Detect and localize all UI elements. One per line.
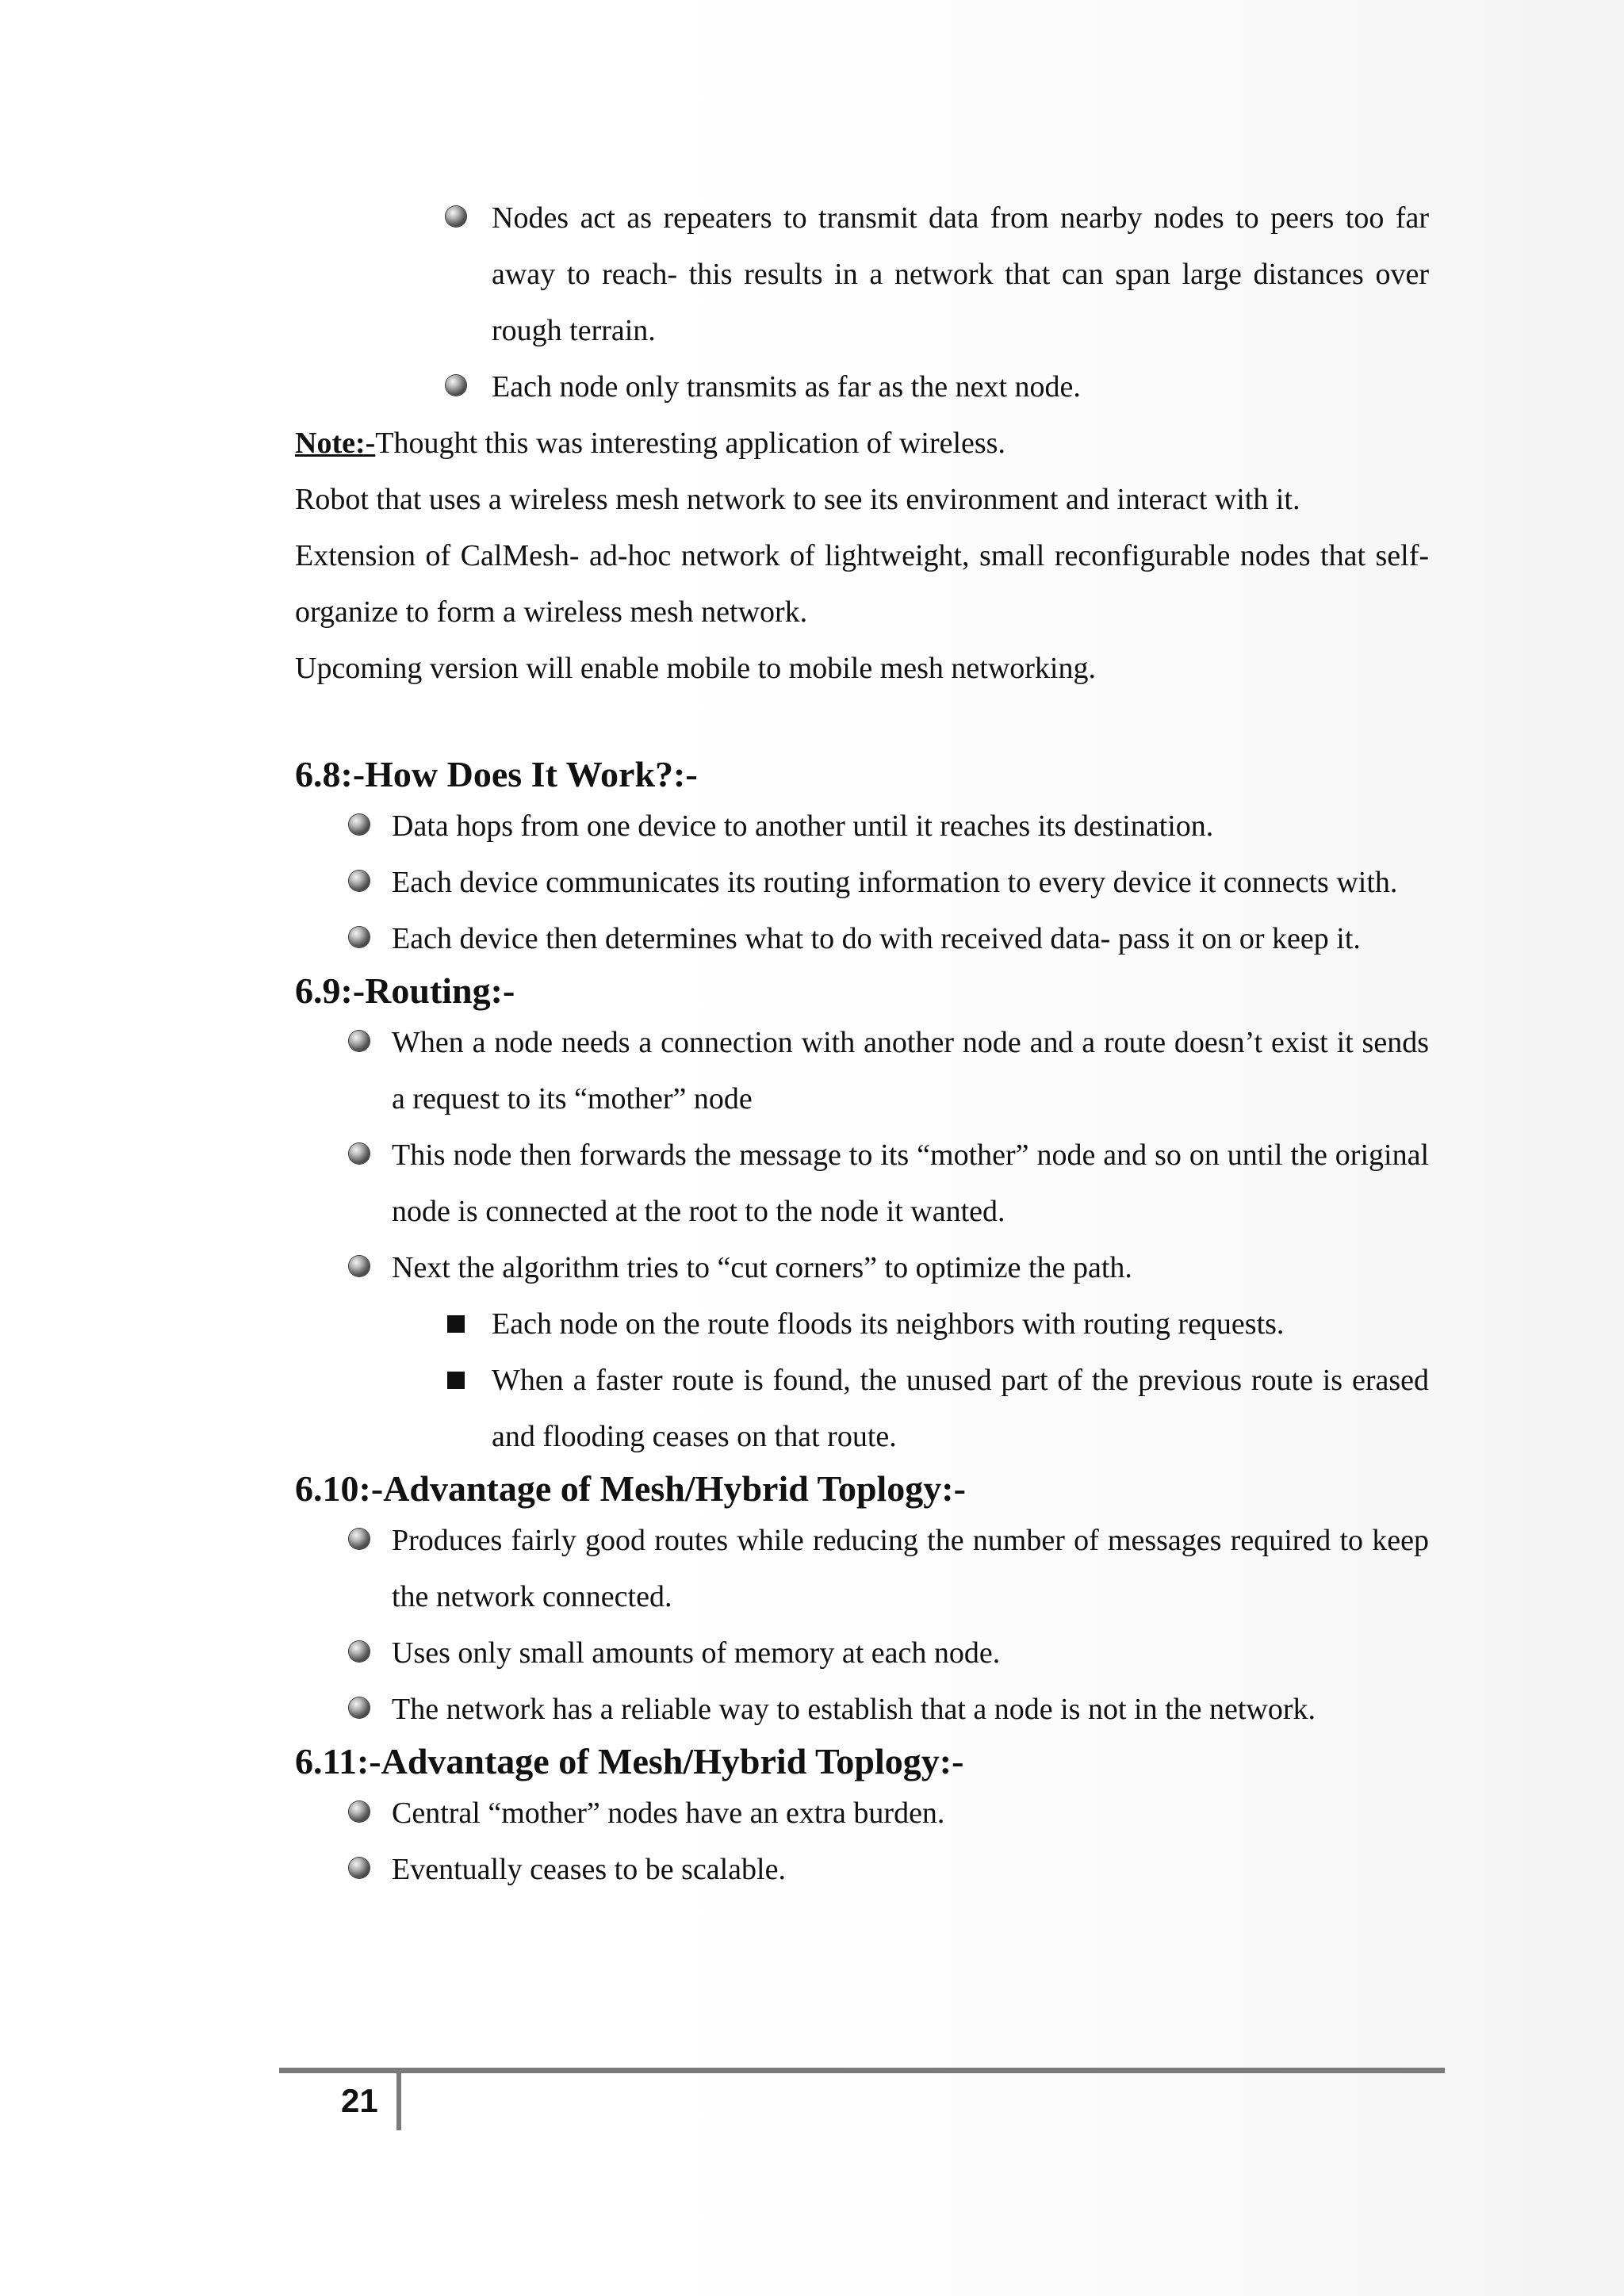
round-bullet-icon [349,1697,370,1718]
round-bullet-icon [349,871,370,891]
section-heading-6-11: 6.11:-Advantage of Mesh/Hybrid Toplogy:- [295,1741,964,1781]
section-heading-6-8: 6.8:-How Does It Work?:- [295,754,698,794]
bullet-text: This node then forwards the message to its “mother” node and so on until the original node is connected at the root to the node it wanted. [392,1138,1429,1228]
bullet-item [295,798,1429,855]
note-paragraph [295,415,1429,472]
bullet-text: Each device then determines what to do with received data- pass it on or keep it. [392,922,1361,955]
round-bullet-icon [349,1641,370,1662]
bullet-item [295,359,1429,415]
sub-bullet-text: When a faster route is found, the unused part of the previous route is erased and flooding ceases on that route. [492,1364,1429,1453]
page-content [295,190,1429,1898]
sub-bullet-text: Each node on the route floods its neighbors with routing requests. [492,1307,1285,1341]
note-text: Thought this was interesting application of wireless. [375,427,1005,460]
bullet-item [295,1682,1429,1738]
bullet-text: Each node only transmits as far as the next node. [492,370,1081,404]
bullet-item [295,1625,1429,1682]
body-paragraph: Extension of CalMesh- ad-hoc network of lightweight, small reconfigurable nodes that self-organize to form a wireless mesh network. [295,539,1429,629]
body-paragraph: Upcoming version will enable mobile to mobile mesh networking. [295,652,1096,685]
section-heading-6-9: 6.9:-Routing:- [295,970,515,1011]
round-bullet-icon [349,1256,370,1276]
round-bullet-icon [349,1801,370,1822]
bullet-text: Uses only small amounts of memory at each node. [392,1636,1001,1670]
bullet-text: The network has a reliable way to establish that a node is not in the network. [392,1693,1316,1726]
bullet-item [295,190,1429,359]
square-bullet-icon [447,1372,465,1389]
sub-bullet-item [295,1296,1429,1353]
bullet-text: Data hops from one device to another until it reaches its destination. [392,809,1214,843]
bullet-text: Each device communicates its routing information to every device it connects with. [392,866,1398,899]
round-bullet-icon [446,375,466,396]
round-bullet-icon [349,1529,370,1549]
round-bullet-icon [446,206,466,227]
bullet-item [295,911,1429,967]
sub-bullet-item [295,1353,1429,1465]
bullet-text: Produces fairly good routes while reducing the number of messages required to keep the network connected. [392,1524,1429,1613]
footer-divider [279,2068,1445,2073]
bullet-text: Nodes act as repeaters to transmit data from nearby nodes to peers too far away to reach- this results in a network that can span large distances over rough terrain. [492,201,1429,347]
bullet-text: Eventually ceases to be scalable. [392,1853,786,1886]
bullet-text: Central “mother” nodes have an extra burden. [392,1797,945,1830]
bullet-item [295,1513,1429,1625]
bullet-item [295,855,1429,911]
round-bullet-icon [349,1031,370,1051]
note-label: Note:- [295,427,376,460]
bullet-text: When a node needs a connection with another node and a route doesn’t exist it sends a request to its “mother” node [392,1026,1429,1115]
round-bullet-icon [349,1143,370,1164]
section-spacer [295,697,1429,751]
round-bullet-icon [349,1858,370,1878]
body-paragraph: Robot that uses a wireless mesh network to see its environment and interact with it. [295,483,1300,516]
bullet-item [295,1842,1429,1898]
bullet-item [295,1127,1429,1240]
bullet-item [295,1785,1429,1842]
page-number: 21 [341,2082,378,2119]
page-number-separator [396,2073,401,2130]
round-bullet-icon [349,927,370,947]
bullet-text: Next the algorithm tries to “cut corners” to optimize the path. [392,1251,1132,1284]
round-bullet-icon [349,814,370,835]
bullet-item [295,1015,1429,1127]
bullet-item [295,1240,1429,1296]
square-bullet-icon [447,1315,465,1333]
section-heading-6-10: 6.10:-Advantage of Mesh/Hybrid Toplogy:- [295,1468,966,1509]
